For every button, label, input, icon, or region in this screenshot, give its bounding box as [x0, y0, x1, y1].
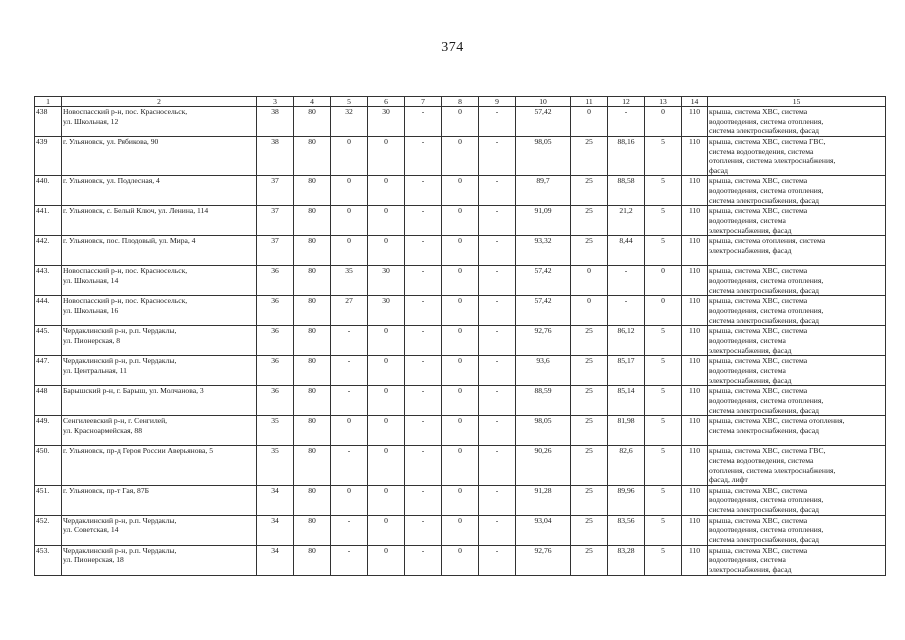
- column-header: 8: [442, 97, 479, 107]
- value-cell: 80: [294, 386, 331, 416]
- value-cell: 0: [442, 356, 479, 386]
- value-cell: 0: [442, 326, 479, 356]
- value-cell: 5: [645, 515, 682, 545]
- value-cell: 0: [442, 266, 479, 296]
- column-header: 9: [479, 97, 516, 107]
- value-cell: 0: [645, 296, 682, 326]
- value-cell: 0: [442, 485, 479, 515]
- value-cell: 25: [571, 515, 608, 545]
- value-cell: 0: [331, 416, 368, 446]
- table-row: [35, 137, 886, 176]
- value-cell: 88,59: [516, 386, 571, 416]
- value-cell: 80: [294, 416, 331, 446]
- table-row: [35, 545, 886, 575]
- table-row: [35, 266, 886, 296]
- value-cell: 25: [571, 176, 608, 206]
- value-cell: 0: [368, 386, 405, 416]
- value-cell: -: [479, 107, 516, 137]
- value-cell: 89,7: [516, 176, 571, 206]
- value-cell: 0: [571, 107, 608, 137]
- value-cell: 0: [442, 446, 479, 485]
- value-cell: 0: [442, 545, 479, 575]
- works-cell: крыша, система ХВС, система ГВС, система водоотведения, система отопления, система электроснабжения, фасад: [708, 137, 886, 176]
- value-cell: -: [479, 326, 516, 356]
- works-cell: крыша, система ХВС, система водоотведения, система электроснабжения, фасад: [708, 356, 886, 386]
- value-cell: 93,32: [516, 236, 571, 266]
- value-cell: 0: [571, 266, 608, 296]
- value-cell: 25: [571, 446, 608, 485]
- value-cell: -: [479, 545, 516, 575]
- value-cell: 110: [682, 326, 708, 356]
- value-cell: 25: [571, 137, 608, 176]
- table-body: [35, 107, 886, 576]
- value-cell: 34: [257, 515, 294, 545]
- value-cell: -: [405, 266, 442, 296]
- address-cell: Барышский р-н, г. Барыш, ул. Молчанова, 3: [62, 386, 257, 416]
- value-cell: -: [405, 296, 442, 326]
- value-cell: 85,17: [608, 356, 645, 386]
- value-cell: 91,09: [516, 206, 571, 236]
- table-row: [35, 386, 886, 416]
- works-cell: крыша, система ХВС, система ГВС, система водоотведения, система отопления, система электроснабжения, фасад, лифт: [708, 446, 886, 485]
- value-cell: 92,76: [516, 326, 571, 356]
- value-cell: 81,98: [608, 416, 645, 446]
- table-row: [35, 176, 886, 206]
- value-cell: 93,04: [516, 515, 571, 545]
- row-number-cell: 445.: [35, 326, 62, 356]
- table-row: [35, 107, 886, 137]
- column-header: 3: [257, 97, 294, 107]
- value-cell: 110: [682, 137, 708, 176]
- row-number-cell: 442.: [35, 236, 62, 266]
- value-cell: 5: [645, 326, 682, 356]
- value-cell: 35: [331, 266, 368, 296]
- value-cell: 35: [257, 416, 294, 446]
- works-cell: крыша, система ХВС, система водоотведения, система отопления, система электроснабжения, фасад: [708, 515, 886, 545]
- value-cell: 5: [645, 236, 682, 266]
- value-cell: 36: [257, 326, 294, 356]
- value-cell: 110: [682, 485, 708, 515]
- value-cell: 57,42: [516, 266, 571, 296]
- value-cell: 0: [571, 296, 608, 326]
- works-cell: крыша, система ХВС, система водоотведения, система отопления, система электроснабжения, фасад: [708, 266, 886, 296]
- value-cell: 8,44: [608, 236, 645, 266]
- address-cell: г. Ульяновск, пр-д Героя России Аверьянова, 5: [62, 446, 257, 485]
- value-cell: 5: [645, 446, 682, 485]
- value-cell: 30: [368, 296, 405, 326]
- value-cell: -: [479, 266, 516, 296]
- value-cell: 0: [442, 386, 479, 416]
- value-cell: 25: [571, 326, 608, 356]
- value-cell: 0: [368, 326, 405, 356]
- address-cell: Чердаклинский р-н, р.п. Чердаклы, ул. Пионерская, 8: [62, 326, 257, 356]
- value-cell: 80: [294, 206, 331, 236]
- value-cell: -: [479, 236, 516, 266]
- value-cell: -: [479, 176, 516, 206]
- value-cell: 110: [682, 515, 708, 545]
- value-cell: 110: [682, 296, 708, 326]
- column-header: 12: [608, 97, 645, 107]
- works-cell: крыша, система ХВС, система водоотведения, система отопления, система электроснабжения, фасад: [708, 386, 886, 416]
- value-cell: 0: [368, 236, 405, 266]
- table-row: [35, 515, 886, 545]
- value-cell: 5: [645, 545, 682, 575]
- value-cell: 25: [571, 485, 608, 515]
- column-header: 14: [682, 97, 708, 107]
- value-cell: 0: [368, 446, 405, 485]
- column-header: 7: [405, 97, 442, 107]
- value-cell: 0: [442, 107, 479, 137]
- row-number-cell: 448: [35, 386, 62, 416]
- value-cell: -: [405, 485, 442, 515]
- value-cell: -: [331, 446, 368, 485]
- value-cell: -: [608, 266, 645, 296]
- value-cell: 88,16: [608, 137, 645, 176]
- value-cell: 0: [368, 176, 405, 206]
- value-cell: 37: [257, 236, 294, 266]
- value-cell: -: [331, 515, 368, 545]
- value-cell: 0: [331, 485, 368, 515]
- value-cell: -: [479, 296, 516, 326]
- value-cell: 5: [645, 137, 682, 176]
- address-cell: Чердаклинский р-н, р.п. Чердаклы, ул. Пионерская, 18: [62, 545, 257, 575]
- value-cell: 83,28: [608, 545, 645, 575]
- address-cell: Чердаклинский р-н, р.п. Чердаклы, ул. Центральная, 11: [62, 356, 257, 386]
- value-cell: 80: [294, 326, 331, 356]
- value-cell: -: [405, 356, 442, 386]
- works-cell: крыша, система ХВС, система водоотведения, система электроснабжения, фасад: [708, 326, 886, 356]
- address-cell: Сенгилеевский р-н, г. Сенгилей, ул. Красноармейская, 88: [62, 416, 257, 446]
- value-cell: -: [608, 107, 645, 137]
- address-cell: Новоспасский р-н, пос. Красносельск, ул. Школьная, 12: [62, 107, 257, 137]
- value-cell: 110: [682, 416, 708, 446]
- row-number-cell: 441.: [35, 206, 62, 236]
- value-cell: 110: [682, 176, 708, 206]
- value-cell: 0: [331, 206, 368, 236]
- value-cell: -: [405, 107, 442, 137]
- value-cell: 25: [571, 356, 608, 386]
- address-cell: Новоспасский р-н, пос. Красносельск, ул. Школьная, 16: [62, 296, 257, 326]
- value-cell: 80: [294, 236, 331, 266]
- value-cell: 80: [294, 545, 331, 575]
- works-cell: крыша, система ХВС, система водоотведения, система отопления, система электроснабжения, фасад: [708, 176, 886, 206]
- works-cell: крыша, система отопления, система электроснабжения, фасад: [708, 236, 886, 266]
- value-cell: 80: [294, 266, 331, 296]
- value-cell: 80: [294, 296, 331, 326]
- value-cell: 83,56: [608, 515, 645, 545]
- works-cell: крыша, система ХВС, система водоотведения, система отопления, система электроснабжения, фасад: [708, 485, 886, 515]
- value-cell: 37: [257, 206, 294, 236]
- value-cell: 0: [442, 236, 479, 266]
- value-cell: 98,05: [516, 416, 571, 446]
- value-cell: -: [331, 545, 368, 575]
- works-cell: крыша, система ХВС, система водоотведения, система электроснабжения, фасад: [708, 206, 886, 236]
- value-cell: 90,26: [516, 446, 571, 485]
- value-cell: 0: [442, 206, 479, 236]
- value-cell: 21,2: [608, 206, 645, 236]
- value-cell: 36: [257, 296, 294, 326]
- value-cell: 110: [682, 236, 708, 266]
- table-row: [35, 236, 886, 266]
- header-row: [35, 97, 886, 107]
- value-cell: 0: [645, 266, 682, 296]
- value-cell: 36: [257, 386, 294, 416]
- row-number-cell: 453.: [35, 545, 62, 575]
- value-cell: -: [479, 515, 516, 545]
- table-row: [35, 296, 886, 326]
- value-cell: -: [405, 176, 442, 206]
- address-cell: г. Ульяновск, ул. Рябикова, 90: [62, 137, 257, 176]
- value-cell: 0: [368, 545, 405, 575]
- row-number-cell: 443.: [35, 266, 62, 296]
- value-cell: 25: [571, 236, 608, 266]
- value-cell: -: [405, 326, 442, 356]
- value-cell: 91,28: [516, 485, 571, 515]
- column-header: 6: [368, 97, 405, 107]
- value-cell: 110: [682, 386, 708, 416]
- value-cell: -: [479, 137, 516, 176]
- value-cell: 0: [442, 515, 479, 545]
- table-row: [35, 356, 886, 386]
- value-cell: 89,96: [608, 485, 645, 515]
- value-cell: -: [608, 296, 645, 326]
- value-cell: -: [405, 206, 442, 236]
- value-cell: 80: [294, 176, 331, 206]
- column-header: 13: [645, 97, 682, 107]
- value-cell: 38: [257, 137, 294, 176]
- value-cell: 0: [442, 296, 479, 326]
- address-cell: г. Ульяновск, пр-т Гая, 87Б: [62, 485, 257, 515]
- value-cell: -: [331, 356, 368, 386]
- address-cell: г. Ульяновск, пос. Плодовый, ул. Мира, 4: [62, 236, 257, 266]
- page-number: 374: [441, 40, 464, 55]
- table-row: [35, 485, 886, 515]
- value-cell: 5: [645, 176, 682, 206]
- column-header: 1: [35, 97, 62, 107]
- column-header: 4: [294, 97, 331, 107]
- value-cell: -: [405, 137, 442, 176]
- value-cell: 5: [645, 386, 682, 416]
- value-cell: 57,42: [516, 107, 571, 137]
- value-cell: 25: [571, 416, 608, 446]
- row-number-cell: 444.: [35, 296, 62, 326]
- value-cell: 80: [294, 356, 331, 386]
- value-cell: 34: [257, 545, 294, 575]
- value-cell: -: [479, 386, 516, 416]
- value-cell: 25: [571, 545, 608, 575]
- row-number-cell: 451.: [35, 485, 62, 515]
- value-cell: 0: [442, 416, 479, 446]
- value-cell: 5: [645, 416, 682, 446]
- value-cell: 0: [645, 107, 682, 137]
- value-cell: 80: [294, 107, 331, 137]
- value-cell: 0: [368, 206, 405, 236]
- works-cell: крыша, система ХВС, система водоотведения, система электроснабжения, фасад: [708, 545, 886, 575]
- value-cell: -: [405, 416, 442, 446]
- value-cell: -: [479, 446, 516, 485]
- value-cell: 5: [645, 206, 682, 236]
- value-cell: 110: [682, 545, 708, 575]
- value-cell: -: [405, 236, 442, 266]
- works-cell: крыша, система ХВС, система отопления, система электроснабжения, фасад: [708, 416, 886, 446]
- value-cell: 80: [294, 515, 331, 545]
- value-cell: 0: [442, 176, 479, 206]
- table-row: [35, 206, 886, 236]
- value-cell: 110: [682, 107, 708, 137]
- value-cell: -: [405, 515, 442, 545]
- value-cell: 34: [257, 485, 294, 515]
- value-cell: 36: [257, 356, 294, 386]
- value-cell: 98,05: [516, 137, 571, 176]
- value-cell: -: [405, 386, 442, 416]
- address-cell: г. Ульяновск, ул. Подлесная, 4: [62, 176, 257, 206]
- row-number-cell: 447.: [35, 356, 62, 386]
- value-cell: 0: [368, 356, 405, 386]
- value-cell: 37: [257, 176, 294, 206]
- column-header: 11: [571, 97, 608, 107]
- address-cell: Новоспасский р-н, пос. Красносельск, ул. Школьная, 14: [62, 266, 257, 296]
- value-cell: -: [331, 326, 368, 356]
- value-cell: -: [405, 446, 442, 485]
- value-cell: 30: [368, 266, 405, 296]
- row-number-cell: 440.: [35, 176, 62, 206]
- value-cell: 86,12: [608, 326, 645, 356]
- value-cell: -: [331, 386, 368, 416]
- value-cell: 0: [368, 485, 405, 515]
- registry-table: [34, 96, 886, 576]
- value-cell: -: [479, 416, 516, 446]
- value-cell: 0: [331, 176, 368, 206]
- value-cell: 0: [331, 137, 368, 176]
- table-row: [35, 446, 886, 485]
- value-cell: 93,6: [516, 356, 571, 386]
- value-cell: 25: [571, 386, 608, 416]
- column-header: 2: [62, 97, 257, 107]
- value-cell: 0: [368, 416, 405, 446]
- value-cell: 0: [331, 236, 368, 266]
- value-cell: 5: [645, 485, 682, 515]
- value-cell: 5: [645, 356, 682, 386]
- value-cell: 27: [331, 296, 368, 326]
- value-cell: 0: [368, 137, 405, 176]
- column-header: 15: [708, 97, 886, 107]
- address-cell: Чердаклинский р-н, р.п. Чердаклы, ул. Советская, 14: [62, 515, 257, 545]
- value-cell: 38: [257, 107, 294, 137]
- works-cell: крыша, система ХВС, система водоотведения, система отопления, система электроснабжения, фасад: [708, 296, 886, 326]
- column-header: 10: [516, 97, 571, 107]
- value-cell: 110: [682, 446, 708, 485]
- value-cell: 80: [294, 137, 331, 176]
- address-cell: г. Ульяновск, с. Белый Ключ, ул. Ленина, 114: [62, 206, 257, 236]
- value-cell: 36: [257, 266, 294, 296]
- row-number-cell: 438: [35, 107, 62, 137]
- value-cell: -: [479, 206, 516, 236]
- value-cell: -: [479, 356, 516, 386]
- works-cell: крыша, система ХВС, система водоотведения, система отопления, система электроснабжения, фасад: [708, 107, 886, 137]
- table-row: [35, 326, 886, 356]
- row-number-cell: 452.: [35, 515, 62, 545]
- value-cell: 0: [442, 137, 479, 176]
- value-cell: 32: [331, 107, 368, 137]
- value-cell: 82,6: [608, 446, 645, 485]
- value-cell: 110: [682, 266, 708, 296]
- value-cell: 110: [682, 206, 708, 236]
- value-cell: 85,14: [608, 386, 645, 416]
- value-cell: 80: [294, 485, 331, 515]
- value-cell: 88,58: [608, 176, 645, 206]
- value-cell: 0: [368, 515, 405, 545]
- value-cell: 57,42: [516, 296, 571, 326]
- value-cell: -: [405, 545, 442, 575]
- row-number-cell: 439: [35, 137, 62, 176]
- value-cell: 30: [368, 107, 405, 137]
- column-header: 5: [331, 97, 368, 107]
- table-row: [35, 416, 886, 446]
- value-cell: 25: [571, 206, 608, 236]
- value-cell: 110: [682, 356, 708, 386]
- value-cell: -: [479, 485, 516, 515]
- value-cell: 35: [257, 446, 294, 485]
- value-cell: 92,76: [516, 545, 571, 575]
- value-cell: 80: [294, 446, 331, 485]
- row-number-cell: 449.: [35, 416, 62, 446]
- row-number-cell: 450.: [35, 446, 62, 485]
